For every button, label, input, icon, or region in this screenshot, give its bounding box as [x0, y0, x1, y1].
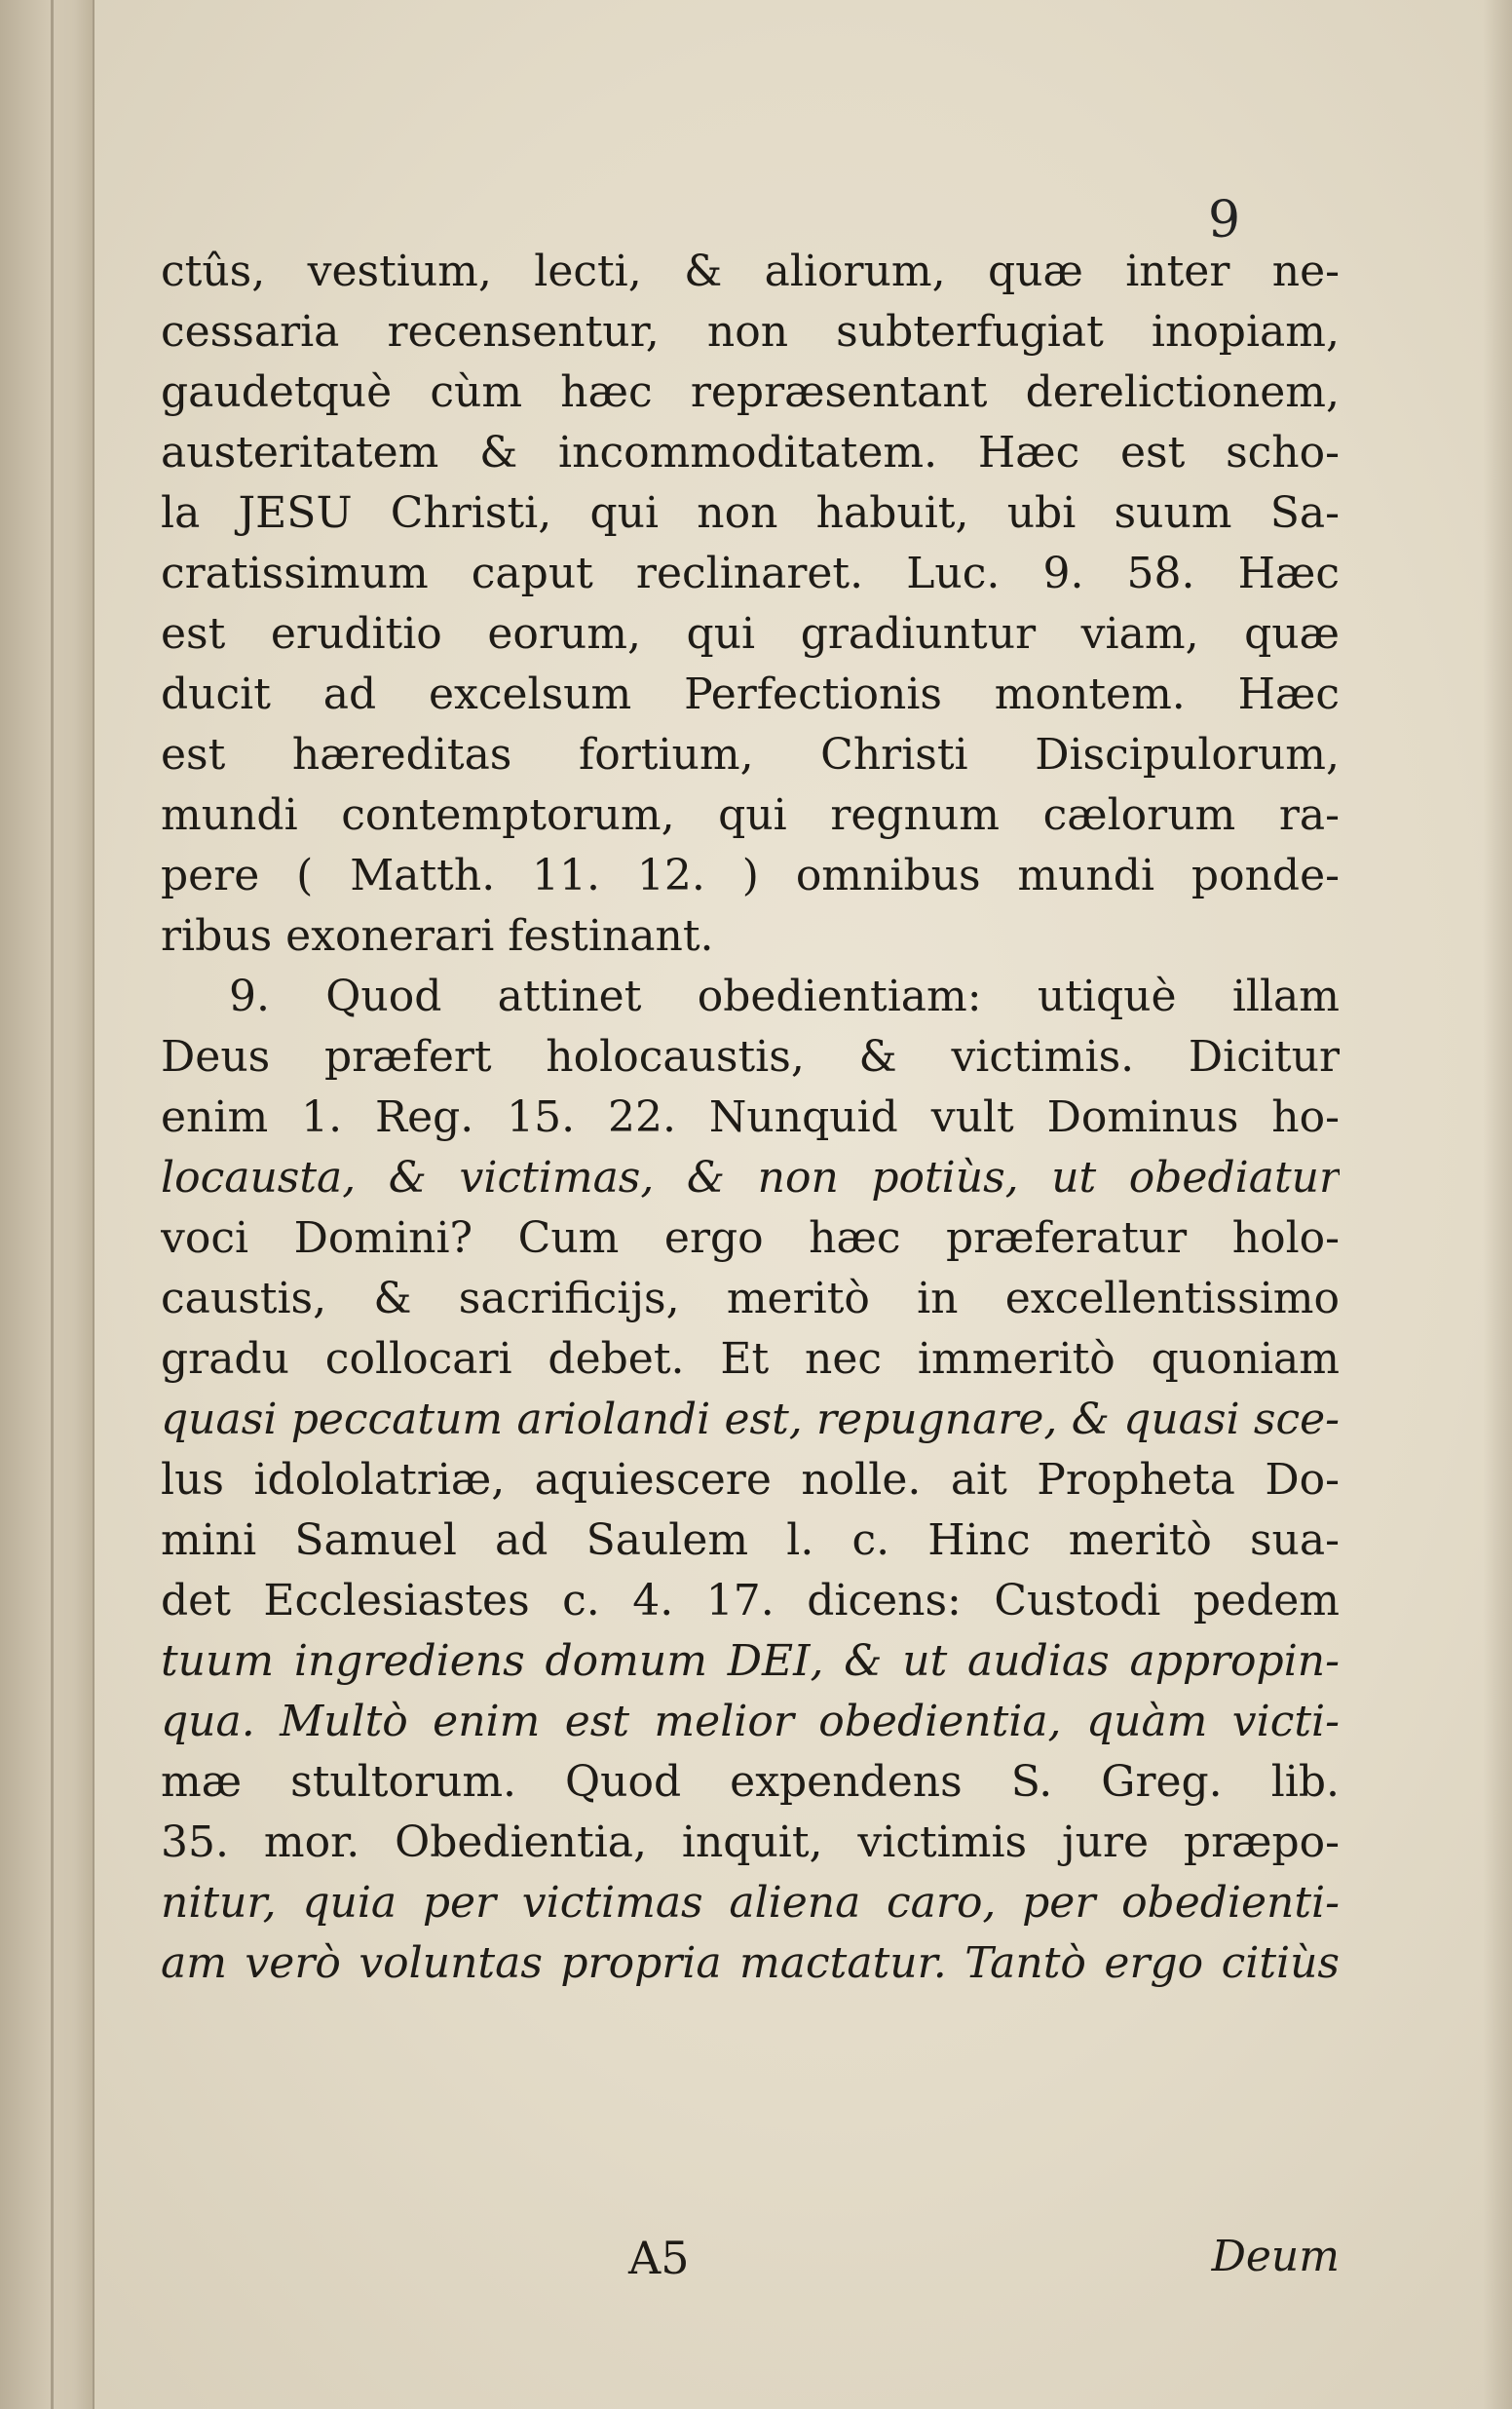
text-line: nitur, quia per victimas aliena caro, per obedienti- [161, 1878, 1340, 1928]
text-line: voci Domini? Cum ergo hæc præferatur holo- [161, 1213, 1340, 1263]
page-gutter [0, 0, 94, 2409]
page-footer [161, 2232, 1340, 2300]
text-line: ctûs, vestium, lecti, & aliorum, quæ inter ne- [161, 247, 1340, 296]
text-line: est hæreditas fortium, Christi Discipulorum, [161, 730, 1340, 780]
text-line: am verò voluntas propria mactatur. Tantò ergo citiùs [161, 1938, 1340, 1988]
catchword: Deum [1211, 2232, 1340, 2281]
text-line: det Ecclesiastes c. 4. 17. dicens: Custodi pedem [161, 1576, 1340, 1625]
text-line: quasi peccatum ariolandi est, repugnare, & quasi sce- [161, 1395, 1340, 1444]
text-line: gaudetquè cùm hæc repræsentant derelictionem, [161, 367, 1340, 417]
text-line: tuum ingrediens domum DEI, & ut audias appropin- [161, 1636, 1340, 1686]
text-line: mæ stultorum. Quod expendens S. Greg. lib. [161, 1757, 1340, 1807]
text-line: la JESU Christi, qui non habuit, ubi suum Sa- [161, 488, 1340, 538]
page-edge-shadow [1483, 0, 1512, 2409]
page-number: 9 [1208, 191, 1241, 249]
paragraph-start-line: 9. Quod attinet obedientiam: utiquè illam [229, 972, 1340, 1021]
signature-mark: A5 [628, 2232, 690, 2284]
body-text [161, 242, 1340, 1994]
text-line: cessaria recensentur, non subterfugiat inopiam, [161, 307, 1340, 357]
text-line: ribus exonerari festinant. [161, 911, 714, 961]
text-line: 35. mor. Obedientia, inquit, victimis jure præpo- [161, 1817, 1340, 1867]
text-line: mini Samuel ad Saulem l. c. Hinc meritò sua- [161, 1515, 1340, 1565]
text-line: est eruditio eorum, qui gradiuntur viam, quæ [161, 609, 1340, 659]
text-line: enim 1. Reg. 15. 22. Nunquid vult Dominus ho- [161, 1092, 1340, 1142]
text-line: austeritatem & incommoditatem. Hæc est scho- [161, 428, 1340, 478]
binding-line [51, 0, 54, 2409]
text-line: ducit ad excelsum Perfectionis montem. Hæc [161, 669, 1340, 719]
text-line: locausta, & victimas, & non potiùs, ut obediatur [161, 1153, 1340, 1203]
text-line: gradu collocari debet. Et nec immeritò quoniam [161, 1334, 1340, 1384]
text-line: Deus præfert holocaustis, & victimis. Dicitur [161, 1032, 1340, 1082]
text-line: caustis, & sacrificijs, meritò in excellentissimo [161, 1274, 1340, 1323]
text-line: pere ( Matth. 11. 12. ) omnibus mundi ponde- [161, 851, 1340, 900]
text-line: qua. Multò enim est melior obedientia, quàm victi- [161, 1697, 1340, 1746]
text-line: lus idololatriæ, aquiescere nolle. ait Propheta Do- [161, 1455, 1340, 1505]
text-line: mundi contemptorum, qui regnum cælorum ra- [161, 790, 1340, 840]
text-line: cratissimum caput reclinaret. Luc. 9. 58. Hæc [161, 549, 1340, 598]
